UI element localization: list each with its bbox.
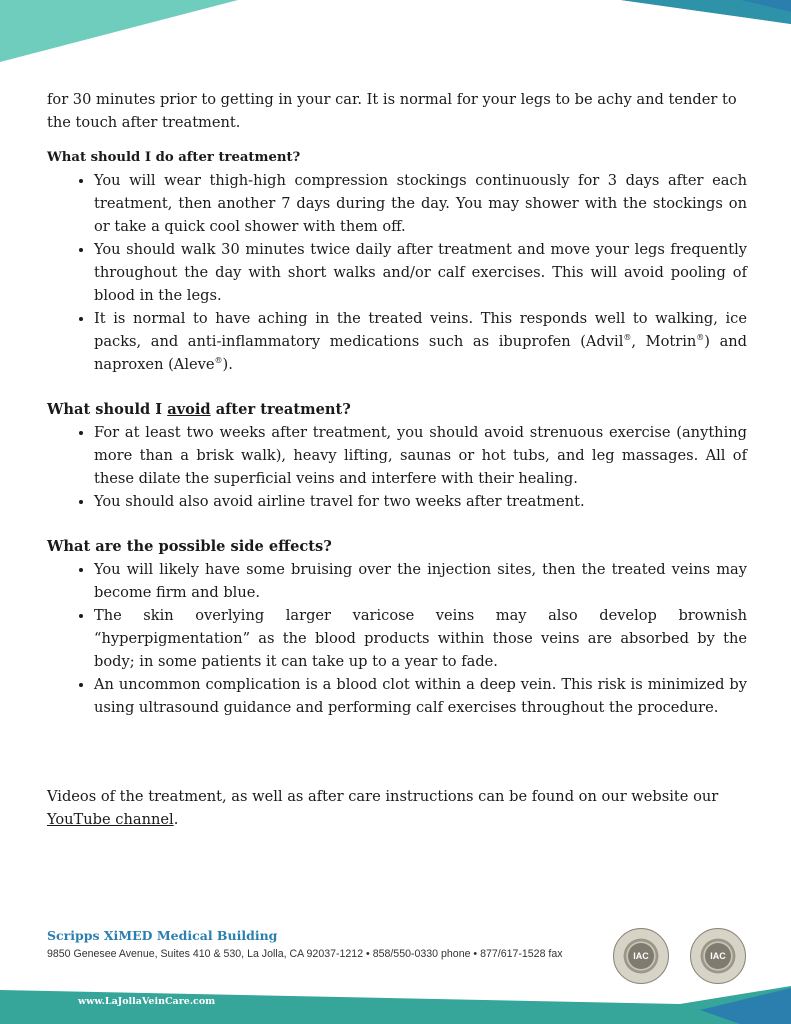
section1-heading: What should I do after treatment? — [47, 150, 301, 165]
list-item: • The skin overlying larger varicose veins may also develop brownish “hyperpigmentation” as the blood products within those veins are absorbed by the body; in some patients it can take up to a year to fade. — [94, 604, 747, 673]
list-item: • For at least two weeks after treatment, you should avoid strenuous exercise (anything more than a brisk walk), heavy lifting, saunas or hot tubs, and leg massages. All of these dilate the superficial veins and interfere with their healing. — [94, 421, 747, 490]
list-item: • You should also avoid airline travel for two weeks after treatment. — [94, 490, 747, 513]
list-item: • You should walk 30 minutes twice daily after treatment and move your legs frequently throughout the day with short walks and/or calf exercises. This will avoid pooling of blood in the legs. — [94, 238, 747, 307]
list-item: • It is normal to have aching in the treated veins. This responds well to walking, ice packs, and anti-inflammatory medications such as ibuprofen (Advil®, Motrin®) and naproxen (Aleve®). — [94, 307, 747, 376]
intro-paragraph: for 30 minutes prior to getting in your car. It is normal for your legs to be achy and tender to the touch after treatment. — [47, 91, 737, 131]
list-item: • An uncommon complication is a blood clot within a deep vein. This risk is minimized by using ultrasound guidance and performing calf exercises throughout the procedure. — [94, 673, 747, 719]
document-body — [47, 88, 747, 831]
list-item: • You will likely have some bruising over the injection sites, then the treated veins may become firm and blue. — [94, 558, 747, 604]
section2-list — [47, 421, 747, 513]
list-item: • You will wear thigh-high compression stockings continuously for 3 days after each treatment, then another 7 days during the day. You may shower with the stockings on or take a quick cool shower with them off. — [94, 169, 747, 238]
section3-list — [47, 558, 747, 719]
videos-paragraph: Videos of the treatment, as well as after care instructions can be found on our website our YouTube channel. — [47, 788, 719, 828]
section1-list — [47, 169, 747, 376]
section2-heading: What should I avoid after treatment? — [47, 401, 351, 418]
youtube-channel-link[interactable]: YouTube channel — [47, 811, 174, 828]
accreditation-badge-vein-center-icon: IAC — [690, 928, 746, 984]
footer-address: 9850 Genesee Avenue, Suites 410 & 530, La Jolla, CA 92037-1212 • 858/550-0330 phone • 877/617-1528 fax — [47, 948, 563, 960]
top-right-corner-decoration — [621, 0, 791, 30]
section3-heading: What are the possible side effects? — [47, 538, 332, 555]
accreditation-badge-vascular-icon: IAC — [613, 928, 669, 984]
website-link[interactable]: www.LaJollaVeinCare.com — [78, 996, 216, 1007]
top-left-corner-decoration — [0, 0, 250, 70]
footer-organization: Scripps XiMED Medical Building — [47, 928, 278, 943]
